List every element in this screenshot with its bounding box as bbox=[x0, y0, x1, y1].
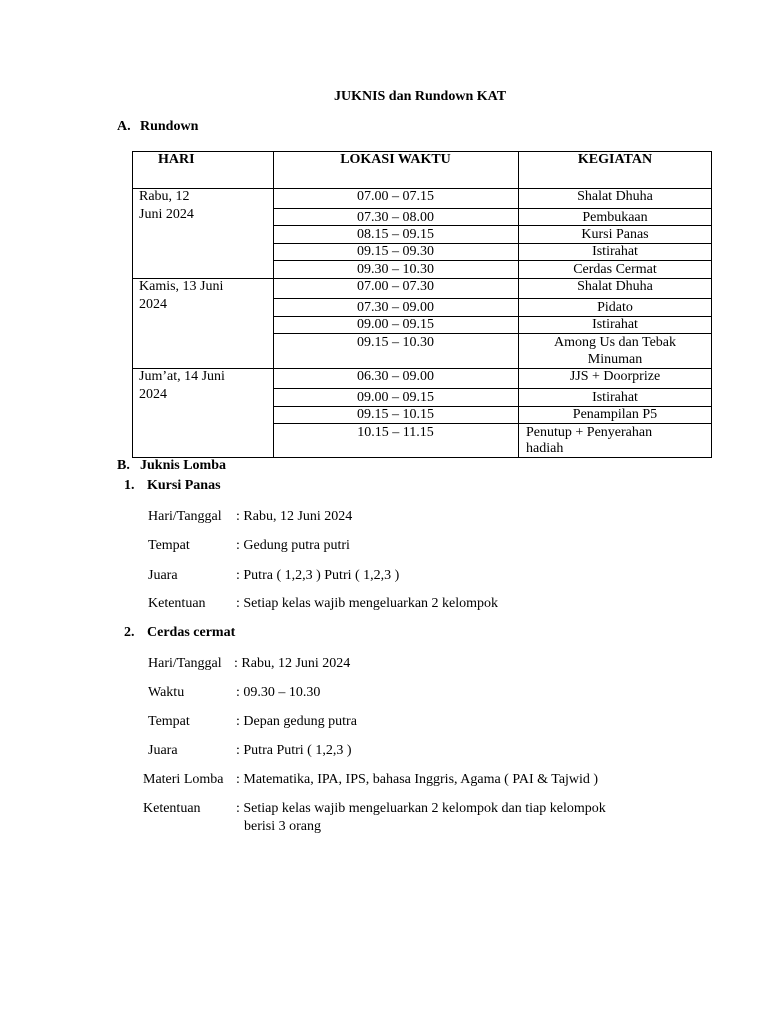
field-label: Materi Lomba bbox=[143, 772, 224, 787]
field-value: : Setiap kelas wajib mengeluarkan 2 kelompok bbox=[236, 596, 499, 611]
field-value: : Gedung putra putri bbox=[236, 538, 350, 553]
day-kamis-line1: Kamis, 13 Juni bbox=[139, 279, 224, 294]
row-activity: Kursi Panas bbox=[581, 227, 649, 242]
row-time: 09.15 – 10.30 bbox=[357, 335, 434, 350]
row-activity: Penampilan P5 bbox=[572, 407, 658, 422]
row-activity: Cerdas Cermat bbox=[573, 262, 657, 277]
row-activity: Among Us dan Tebak bbox=[553, 335, 677, 350]
field-label: Tempat bbox=[148, 538, 190, 553]
row-time: 10.15 – 11.15 bbox=[357, 425, 434, 440]
row-time: 09.15 – 10.15 bbox=[357, 407, 434, 422]
field-value: : Setiap kelas wajib mengeluarkan 2 kelompok dan tiap kelompok bbox=[236, 801, 606, 816]
field-label: Juara bbox=[148, 568, 178, 583]
field-label: Tempat bbox=[148, 714, 190, 729]
day-jumat-line2: 2024 bbox=[139, 387, 167, 402]
row-activity-cont: Minuman bbox=[587, 352, 643, 367]
section-a-marker: A. bbox=[117, 119, 131, 134]
row-activity: Pembukaan bbox=[582, 210, 648, 225]
row-time: 07.30 – 09.00 bbox=[357, 300, 434, 315]
row-time: 09.00 – 09.15 bbox=[357, 317, 434, 332]
field-label: Ketentuan bbox=[148, 596, 206, 611]
lomba-1-number: 1. bbox=[124, 478, 135, 493]
header-hari: HARI bbox=[158, 152, 195, 167]
day-jumat-line1: Jum’at, 14 Juni bbox=[139, 369, 225, 384]
row-time: 09.00 – 09.15 bbox=[357, 390, 434, 405]
row-time: 06.30 – 09.00 bbox=[357, 369, 434, 384]
field-label: Waktu bbox=[148, 685, 185, 700]
row-activity: JJS + Doorprize bbox=[569, 369, 661, 384]
row-activity: Shalat Dhuha bbox=[577, 279, 653, 294]
row-time: 08.15 – 09.15 bbox=[357, 227, 434, 242]
row-activity: Penutup + Penyerahan bbox=[526, 425, 653, 440]
row-activity: Shalat Dhuha bbox=[577, 189, 653, 204]
row-time: 09.15 – 09.30 bbox=[357, 244, 434, 259]
row-activity: Istirahat bbox=[592, 390, 638, 405]
row-activity: Pidato bbox=[597, 300, 633, 315]
row-time: 09.30 – 10.30 bbox=[357, 262, 434, 277]
row-activity: Istirahat bbox=[592, 317, 638, 332]
lomba-1-title: Kursi Panas bbox=[147, 478, 221, 493]
row-time: 07.00 – 07.30 bbox=[357, 279, 434, 294]
document-title: JUKNIS dan Rundown KAT bbox=[333, 89, 507, 104]
section-b-marker: B. bbox=[117, 458, 130, 473]
field-value: : 09.30 – 10.30 bbox=[236, 685, 321, 700]
day-rabu-line1: Rabu, 12 bbox=[139, 189, 190, 204]
field-label: Ketentuan bbox=[143, 801, 201, 816]
day-rabu-line2: Juni 2024 bbox=[139, 207, 194, 222]
field-value: : Putra Putri ( 1,2,3 ) bbox=[236, 743, 352, 758]
row-time: 07.30 – 08.00 bbox=[357, 210, 434, 225]
row-activity: Istirahat bbox=[592, 244, 638, 259]
row-time: 07.00 – 07.15 bbox=[357, 189, 434, 204]
day-kamis-line2: 2024 bbox=[139, 297, 167, 312]
field-label: Juara bbox=[148, 743, 178, 758]
section-a-heading: Rundown bbox=[140, 119, 199, 134]
lomba-2-title: Cerdas cermat bbox=[147, 625, 236, 640]
rundown-table bbox=[132, 151, 712, 458]
field-label: Hari/Tanggal bbox=[148, 509, 222, 524]
field-value: : Rabu, 12 Juni 2024 bbox=[236, 509, 353, 524]
field-value: : Depan gedung putra bbox=[236, 714, 357, 729]
lomba-2-number: 2. bbox=[124, 625, 135, 640]
header-kegiatan: KEGIATAN bbox=[577, 152, 653, 167]
row-activity-cont: hadiah bbox=[526, 441, 564, 456]
field-value-cont: berisi 3 orang bbox=[244, 819, 321, 834]
field-value: : Rabu, 12 Juni 2024 bbox=[234, 656, 351, 671]
field-label: Hari/Tanggal bbox=[148, 656, 222, 671]
field-value: : Matematika, IPA, IPS, bahasa Inggris, Agama ( PAI & Tajwid ) bbox=[236, 772, 599, 787]
section-b-heading: Juknis Lomba bbox=[140, 458, 226, 473]
header-lokasi-waktu: LOKASI WAKTU bbox=[340, 152, 451, 167]
field-value: : Putra ( 1,2,3 ) Putri ( 1,2,3 ) bbox=[236, 568, 400, 583]
